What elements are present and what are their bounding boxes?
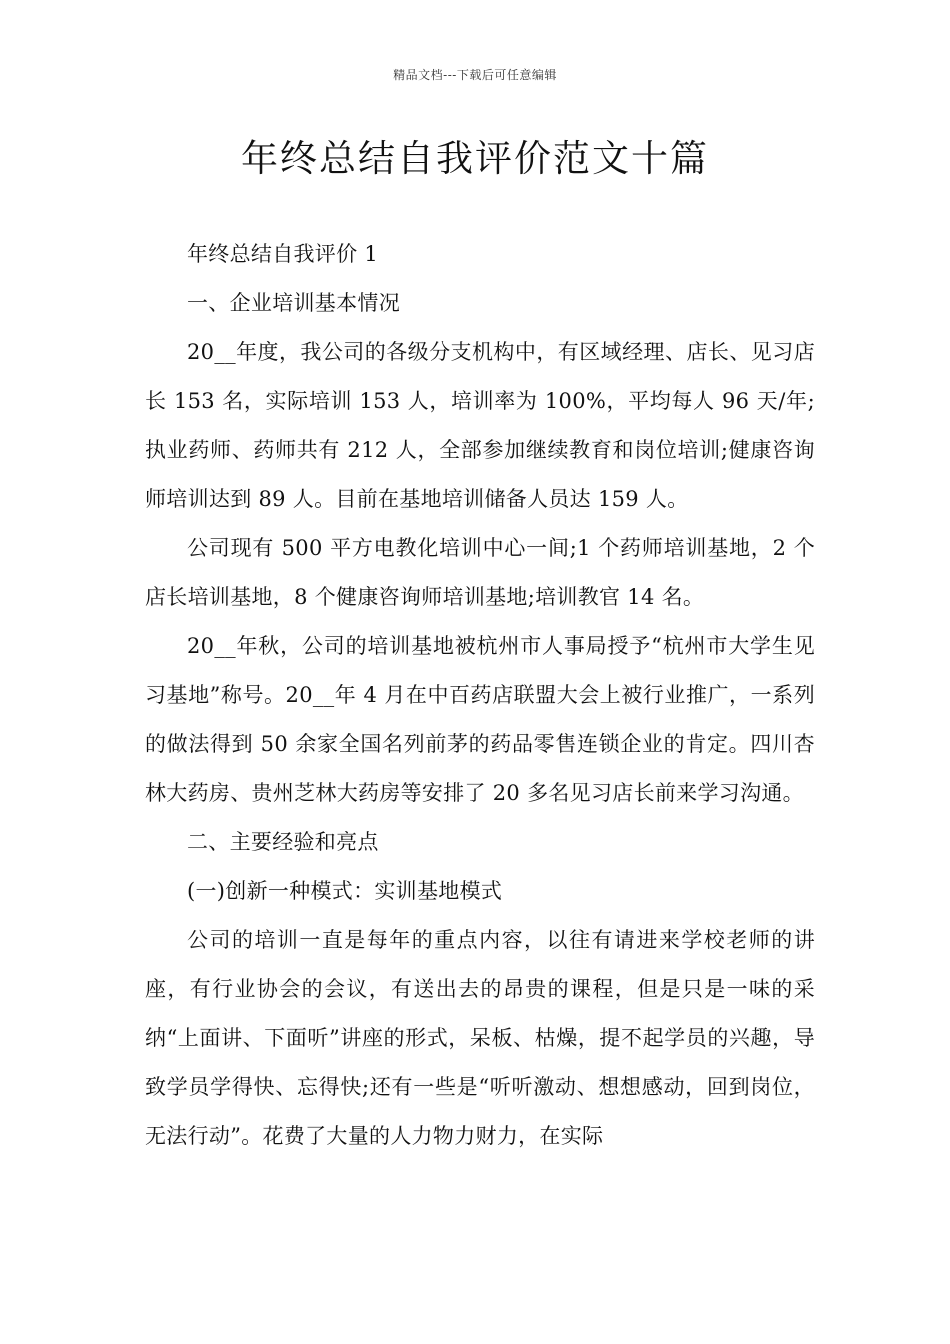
body-paragraph: 20__年秋，公司的培训基地被杭州市人事局授予“杭州市大学生见习基地”称号。20__年 4 月在中百药店联盟大会上被行业推广，一系列的做法得到 50 余家全国名列前茅的药品零售连锁企业的肯定。四川杏林大药房、贵州芝林大药房等安排了 20 多名见习店长前来学习沟通。 xyxy=(145,634,815,805)
body-paragraph: 公司的培训一直是每年的重点内容，以往有请进来学校老师的讲座，有行业协会的会议，有送出去的昂贵的课程，但是只是一味的采纳“上面讲、下面听”讲座的形式，呆板、枯燥，提不起学员的兴趣，导致学员学得快、忘得快;还有一些是“听听激动、想想感动，回到岗位，无法行动”。花费了大量的人力物力财力，在实际 xyxy=(145,928,815,1148)
subsection-heading: (一)创新一种模式：实训基地模式 xyxy=(187,879,503,903)
body-paragraph: 公司现有 500 平方电教化培训中心一间;1 个药师培训基地，2 个店长培训基地，8 个健康咨询师培训基地;培训教官 14 名。 xyxy=(145,536,815,609)
section-heading: 年终总结自我评价 1 xyxy=(187,242,379,266)
section-heading: 一、企业培训基本情况 xyxy=(187,291,400,315)
section-heading: 二、主要经验和亮点 xyxy=(187,830,379,854)
header-note: 精品文档---下载后可任意编辑 xyxy=(393,68,557,82)
document-title: 年终总结自我评价范文十篇 xyxy=(241,137,709,180)
body-paragraph: 20__年度，我公司的各级分支机构中，有区域经理、店长、见习店长 153 名，实际培训 153 人，培训率为 100%，平均每人 96 天/年;执业药师、药师共有 212 人，全部参加继续教育和岗位培训;健康咨询师培训达到 89 人。目前在基地培训储备人员达 159 人。 xyxy=(145,340,815,511)
document-body xyxy=(145,230,815,1161)
